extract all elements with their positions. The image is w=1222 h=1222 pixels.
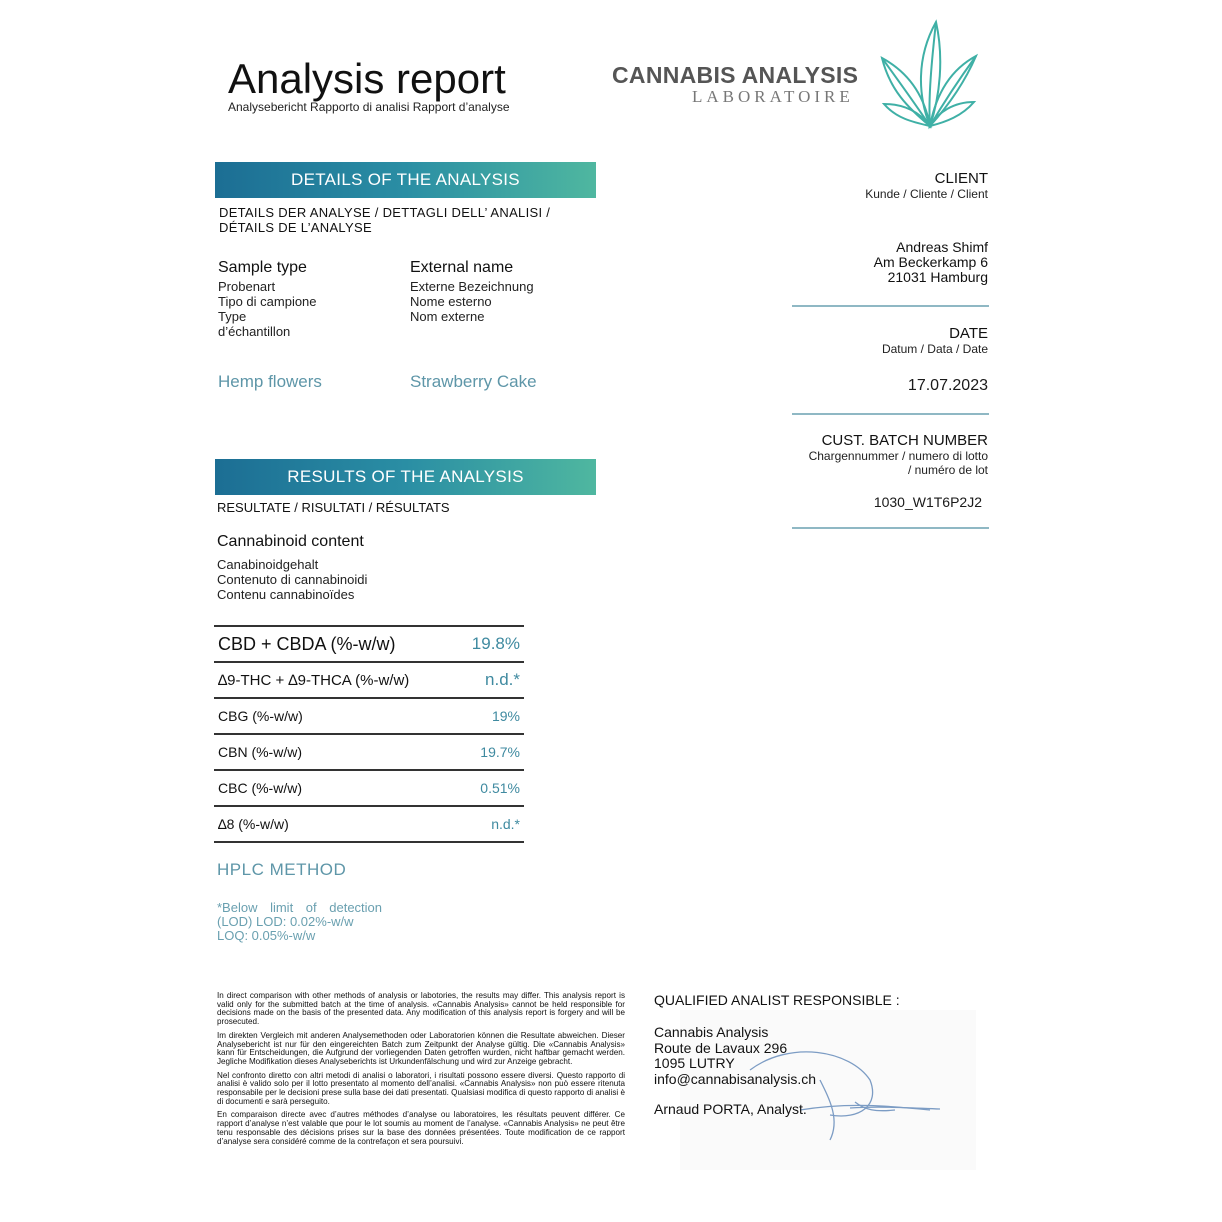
- lod-note: [217, 901, 412, 943]
- details-banner: DETAILS OF THE ANALYSIS: [215, 162, 596, 198]
- email-link[interactable]: info@cannabisanalysis.ch: [654, 1070, 817, 1087]
- divider: [792, 527, 989, 529]
- external-name-sub-de: Externe Bezeichnung: [410, 279, 534, 294]
- sample-type-block: [218, 259, 317, 339]
- date-block: [882, 325, 988, 356]
- table-row: [214, 626, 524, 662]
- param-name: CBN (%-w/w): [214, 734, 456, 770]
- sample-type-value: Hemp flowers: [218, 372, 322, 391]
- cannabinoid-sub-it: Contenuto di cannabinoidi: [217, 572, 368, 587]
- results-banner: RESULTS OF THE ANALYSIS: [215, 459, 596, 495]
- external-name-value: Strawberry Cake: [410, 372, 537, 391]
- sample-type-sub-it: Tipo di campione: [218, 294, 317, 309]
- client-block: [865, 170, 988, 201]
- batch-label: CUST. BATCH NUMBER: [821, 432, 988, 449]
- client-city: 21031 Hamburg: [887, 269, 988, 285]
- sample-type-sub-de: Probenart: [218, 279, 276, 294]
- batch-block: [809, 432, 988, 477]
- lab-logo: [612, 62, 858, 107]
- table-row: [214, 662, 524, 698]
- param-name: ∆9-THC + ∆9-THCA (%-w/w): [214, 662, 456, 698]
- analyst-name: Arnaud PORTA, Analyst.: [654, 1101, 807, 1117]
- report-title: Analysis report: [228, 55, 506, 102]
- address-line: Route de Lavaux 296: [654, 1039, 788, 1056]
- external-name-sub-fr: Nom externe: [410, 309, 485, 324]
- date-label: DATE: [949, 325, 988, 342]
- table-row: [214, 698, 524, 734]
- disclaimer-fr: En comparaison directe avec d’autres méthodes d’analyse ou laboratoires, les résultats peuvent différer. Ce rapport d’analyse n’est valable que pour le lot soumis au moment de l’analyse. «Cannabis Analysis» ne peut être tenu responsable des décisions prises sur la base des données présentées. Toute modification de ce rapport d’analyse sera considéré comme de la contrefaçon et sera poursuivi.: [217, 1110, 625, 1146]
- address-line: 1095 LUTRY: [654, 1055, 735, 1071]
- param-name: CBD + CBDA (%-w/w): [214, 626, 456, 662]
- param-name: CBC (%-w/w): [214, 770, 456, 806]
- param-value: 0.51%: [456, 770, 524, 806]
- table-row: [214, 734, 524, 770]
- client-sub: Kunde / Cliente / Client: [865, 187, 988, 201]
- report-subtitle: Analysebericht Rapporto di analisi Rapport d’analyse: [228, 100, 510, 114]
- batch-sub-1: Chargennummer / numero di lotto: [808, 449, 988, 463]
- external-name-block: [410, 259, 534, 324]
- date-value: 17.07.2023: [907, 377, 988, 394]
- responsible-label: QUALIFIED ANALIST RESPONSIBLE :: [654, 992, 900, 1008]
- table-row: [214, 806, 524, 842]
- results-table: [214, 625, 524, 843]
- client-address: [874, 240, 988, 285]
- external-name-sub-it: Nome esterno: [410, 294, 492, 309]
- table-row: [214, 770, 524, 806]
- batch-sub-2: / numéro de lot: [907, 463, 988, 477]
- param-value: 19.8%: [456, 626, 524, 662]
- logo-sub-text: LABORATOIRE: [692, 87, 854, 106]
- results-translations: RESULTATE / RISULTATI / RÉSULTATS: [217, 500, 450, 515]
- cannabinoid-sub-fr: Contenu cannabinoïdes: [217, 587, 355, 602]
- client-name: Andreas Shimf: [896, 239, 988, 255]
- param-name: CBG (%-w/w): [214, 698, 456, 734]
- logo-main-text: CANNABIS ANALYSIS: [612, 62, 859, 88]
- sample-type-sub-fr1: Type: [218, 309, 247, 324]
- sample-type-label: Sample type: [218, 259, 307, 276]
- divider: [792, 305, 989, 307]
- cannabis-leaf-icon: [878, 18, 980, 135]
- lod-line-2: (LOD) LOD: 0.02%-w/w: [217, 914, 354, 929]
- disclaimer: [217, 992, 625, 1151]
- external-name-label: External name: [410, 259, 514, 276]
- disclaimer-de: Im direkten Vergleich mit anderen Analysemethoden oder Laboratorien können die Resultate abweichen. Dieser Analysebericht ist nur für den eingereichten Batch zum Zeitpunkt der Analyse gültig. Die «Cannabis Analysis» kann für Entscheidungen, die Aufgrund der vorliegenden Daten getroffen wurden, nicht haftbar gemacht werden. Jegliche Modifikation dieses Analyseberichts ist Urkundenfälschung und wird zur Anzeige gebracht.: [217, 1030, 625, 1066]
- param-value: n.d.*: [456, 806, 524, 842]
- cannabinoid-sub-de: Canabinoidgehalt: [217, 557, 319, 572]
- param-name: ∆8 (%-w/w): [214, 806, 456, 842]
- param-value: n.d.*: [456, 662, 524, 698]
- method-label: HPLC METHOD: [217, 860, 347, 879]
- lod-line-1: *Below limit of detection: [217, 900, 383, 915]
- divider: [792, 413, 989, 415]
- param-value: 19.7%: [456, 734, 524, 770]
- lab-address: [654, 1025, 816, 1087]
- cannabinoid-block: [217, 533, 367, 602]
- disclaimer-en: In direct comparison with other methods of analysis or labotories, the results may differ. This analysis report is valid only for the submitted batch at the time of analysis. «Cannabis Analysis» cannot be held responsible for decisions made on the basis of the presented data. Any modification of this analysis report is forgery and will be prosecuted.: [217, 991, 625, 1027]
- client-label: CLIENT: [934, 170, 988, 187]
- param-value: 19%: [456, 698, 524, 734]
- batch-value: 1030_W1T6P2J2: [873, 494, 982, 510]
- cannabinoid-label: Cannabinoid content: [217, 533, 364, 550]
- details-translations: DETAILS DER ANALYSE / DETTAGLI DELL’ ANALISI / DÉTAILS DE L’ANALYSE: [219, 205, 551, 235]
- address-line: Cannabis Analysis: [654, 1024, 769, 1040]
- disclaimer-it: Nel confronto diretto con altri metodi di analisi o laboratori, i risultati possono essere diversi. Questo rapporto di analisi è valido solo per il lotto presentato al momento dell’analisi. «Cannabis Analysis» non può essere ritenuta responsabile per le decisioni prese sulla base dei dati presentati. Qualsiasi modifica di questo rapporto di analisi è di documenti e sarà perseguito.: [217, 1070, 625, 1106]
- client-street: Am Beckerkamp 6: [873, 254, 988, 270]
- date-sub: Datum / Data / Date: [881, 342, 988, 356]
- sample-type-sub-fr2: d’échantillon: [218, 324, 291, 339]
- lod-line-3: LOQ: 0.05%-w/w: [217, 928, 316, 943]
